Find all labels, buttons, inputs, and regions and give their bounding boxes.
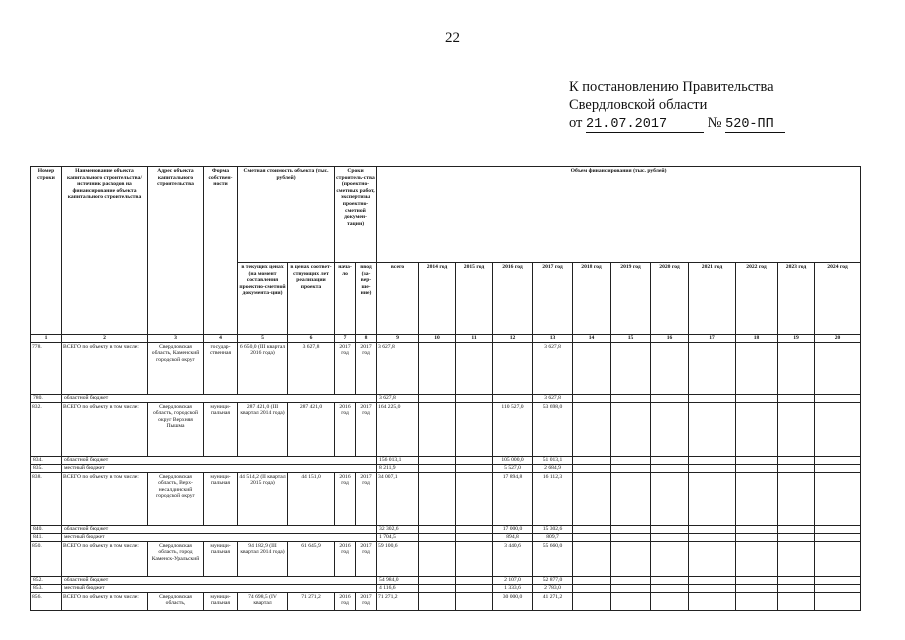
year-2024-cell [815,584,861,592]
year-2021-cell [689,472,736,525]
year-2024-cell [815,402,861,456]
ownership-cell: муници-пальная [204,402,238,456]
object-name-cell: ВСЕГО по объекту в том числе: [62,592,148,610]
row-number-cell: 852. [31,576,62,584]
col-number: 17 [689,335,736,343]
year-2017-cell: 2 783,0 [533,584,573,592]
year-2016-cell: 17 894,8 [493,472,533,525]
year-2016-cell: 5 527,0 [493,464,533,472]
year-2022-cell [736,342,778,394]
year-2018-cell [573,541,611,576]
year-2018-cell [573,525,611,533]
year-2018-cell [573,584,611,592]
header-address: Адрес объекта капитального строительства [148,167,204,335]
cost-current-cell: 94 182,9 (III квартал 2014 года) [238,541,288,576]
year-2020-cell [651,472,689,525]
table-row [31,541,861,576]
year-2023-cell [778,533,815,541]
year-2017-cell: 41 271,2 [533,592,573,610]
budget-source-cell: областной бюджет [62,456,377,464]
year-2020-cell [651,456,689,464]
year-2019-cell [611,342,651,394]
year-2017-cell: 55 660,0 [533,541,573,576]
ownership-cell: муници-пальная [204,472,238,525]
table-subrow [31,525,861,533]
year-2023-cell [778,394,815,402]
end-year-cell: 2017 год [356,402,377,456]
date-prefix: от [569,115,583,131]
header-year: 2016 год [493,263,533,335]
year-2024-cell [815,472,861,525]
total-cell: 156 013,1 [377,456,419,464]
year-2014-cell [419,342,456,394]
year-2015-cell [456,584,493,592]
year-2017-cell: 3 627,8 [533,394,573,402]
year-2022-cell [736,472,778,525]
year-2019-cell [611,402,651,456]
total-cell: 71 271,2 [377,592,419,610]
year-2014-cell [419,592,456,610]
year-2015-cell [456,342,493,394]
header-estimated-cost: Сметная стоимость объекта (тыс. рублей) [238,167,335,263]
end-year-cell: 2017 год [356,592,377,610]
header-cost-prices: в ценах соответ-ствующих лет реализации проекта [288,263,335,335]
header-row-number: Номер строки [31,167,62,335]
total-cell: 4 116,6 [377,584,419,592]
year-2019-cell [611,525,651,533]
year-2017-cell: 51 013,1 [533,456,573,464]
year-2020-cell [651,525,689,533]
year-2019-cell [611,472,651,525]
year-2020-cell [651,584,689,592]
year-2018-cell [573,342,611,394]
year-2016-cell: 110 527,0 [493,402,533,456]
year-2024-cell [815,525,861,533]
year-2021-cell [689,394,736,402]
header-year: 2018 год [573,263,611,335]
table-subrow [31,584,861,592]
year-2014-cell [419,456,456,464]
row-number-cell: 832. [31,402,62,456]
year-2016-cell [493,394,533,402]
year-2018-cell [573,592,611,610]
year-2019-cell [611,576,651,584]
year-2019-cell [611,592,651,610]
year-2020-cell [651,541,689,576]
year-2014-cell [419,464,456,472]
object-name-cell: ВСЕГО по объекту в том числе: [62,541,148,576]
budget-source-cell: местный бюджет [62,584,377,592]
col-number: 12 [493,335,533,343]
table-body [31,342,861,610]
header-construction-terms: Сроки строитель-ства (проектно-сметных работ, экспертизы проектно-сметной докумен-тации) [335,167,377,263]
col-number: 8 [356,335,377,343]
header-year: 2023 год [778,263,815,335]
object-name-cell: ВСЕГО по объекту в том числе: [62,342,148,394]
year-2020-cell [651,402,689,456]
year-2020-cell [651,533,689,541]
row-number-cell: 834. [31,456,62,464]
year-2023-cell [778,456,815,464]
number-prefix: № [707,115,722,131]
document-header [569,78,785,133]
header-year: 2014 год [419,263,456,335]
year-2024-cell [815,456,861,464]
col-number: 9 [377,335,419,343]
row-number-cell: 780. [31,394,62,402]
year-2019-cell [611,464,651,472]
financing-table-wrapper [30,166,860,611]
address-cell: Свердловская область, [148,592,204,610]
start-year-cell: 2016 год [335,592,356,610]
cost-current-cell: 44 514,2 (II квартал 2015 года) [238,472,288,525]
year-2021-cell [689,541,736,576]
cost-prices-cell: 44 151,0 [288,472,335,525]
year-2016-cell [493,342,533,394]
year-2022-cell [736,541,778,576]
budget-source-cell: областной бюджет [62,576,377,584]
year-2022-cell [736,402,778,456]
year-2024-cell [815,592,861,610]
year-2015-cell [456,394,493,402]
header-line-2: Свердловской области [569,97,708,113]
address-cell: Свердловская область, городской округ Верхняя Пышма [148,402,204,456]
table-subrow [31,576,861,584]
end-year-cell: 2017 год [356,472,377,525]
col-number: 16 [651,335,689,343]
year-2018-cell [573,576,611,584]
header-cost-current: в текущих ценах (на момент составления проектно-сметной документа-ции) [238,263,288,335]
year-2024-cell [815,541,861,576]
table-row [31,342,861,394]
year-2015-cell [456,525,493,533]
cost-current-cell: 6 650,0 (III квартал 2016 года) [238,342,288,394]
year-2016-cell: 1 333,6 [493,584,533,592]
object-name-cell: ВСЕГО по объекту в том числе: [62,402,148,456]
year-2023-cell [778,464,815,472]
row-number-cell: 856. [31,592,62,610]
total-cell: 164 225,0 [377,402,419,456]
year-2023-cell [778,472,815,525]
year-2020-cell [651,464,689,472]
year-2024-cell [815,576,861,584]
year-2014-cell [419,541,456,576]
year-2022-cell [736,592,778,610]
year-2016-cell: 30 000,0 [493,592,533,610]
year-2022-cell [736,394,778,402]
col-number: 11 [456,335,493,343]
year-2018-cell [573,394,611,402]
year-2015-cell [456,533,493,541]
table-row [31,592,861,610]
year-2020-cell [651,576,689,584]
year-2020-cell [651,342,689,394]
year-2021-cell [689,342,736,394]
header-year: 2015 год [456,263,493,335]
col-number: 5 [238,335,288,343]
year-2017-cell: 2 684,9 [533,464,573,472]
col-number: 10 [419,335,456,343]
year-2021-cell [689,592,736,610]
address-cell: Свердловская область, Каменский городской округ [148,342,204,394]
year-2021-cell [689,525,736,533]
year-2024-cell [815,394,861,402]
year-2017-cell: 3 627,8 [533,342,573,394]
year-2019-cell [611,584,651,592]
year-2014-cell [419,576,456,584]
header-ownership: Форма собствен-ности [204,167,238,335]
total-cell: 3 627,8 [377,394,419,402]
year-2019-cell [611,541,651,576]
object-name-cell: ВСЕГО по объекту в том числе: [62,472,148,525]
row-number-cell: 840. [31,525,62,533]
year-2016-cell: 3 440,6 [493,541,533,576]
col-number: 3 [148,335,204,343]
year-2015-cell [456,472,493,525]
col-number: 14 [573,335,611,343]
row-number-cell: 841. [31,533,62,541]
year-2019-cell [611,533,651,541]
col-number: 7 [335,335,356,343]
resolution-date: 21.07.2017 [586,117,704,133]
year-2024-cell [815,342,861,394]
year-2022-cell [736,525,778,533]
row-number-cell: 850. [31,541,62,576]
total-cell: 32 302,6 [377,525,419,533]
header-year: 2017 год [533,263,573,335]
year-2020-cell [651,394,689,402]
year-2015-cell [456,456,493,464]
total-cell: 34 007,1 [377,472,419,525]
header-year: 2019 год [611,263,651,335]
year-2017-cell: 52 877,0 [533,576,573,584]
year-2023-cell [778,541,815,576]
year-2018-cell [573,402,611,456]
year-2021-cell [689,576,736,584]
cost-current-cell: 287 421,0 (III квартал 2014 года) [238,402,288,456]
total-cell: 3 627,8 [377,342,419,394]
year-2017-cell: 809,7 [533,533,573,541]
year-2018-cell [573,456,611,464]
budget-source-cell: областной бюджет [62,394,377,402]
start-year-cell: 2016 год [335,402,356,456]
ownership-cell: муници-пальная [204,541,238,576]
col-number: 6 [288,335,335,343]
column-number-row [31,335,861,343]
resolution-number: 520-ПП [725,117,785,133]
total-cell: 54 984,0 [377,576,419,584]
year-2016-cell: 17 000,0 [493,525,533,533]
cost-current-cell: 74 698,5 (IV квартал [238,592,288,610]
year-2024-cell [815,533,861,541]
year-2021-cell [689,464,736,472]
year-2015-cell [456,541,493,576]
year-2014-cell [419,533,456,541]
start-year-cell: 2017 год [335,342,356,394]
row-number-cell: 778. [31,342,62,394]
year-2022-cell [736,584,778,592]
total-cell: 59 100,6 [377,541,419,576]
row-number-cell: 838. [31,472,62,525]
year-2023-cell [778,342,815,394]
year-2014-cell [419,402,456,456]
row-number-cell: 835. [31,464,62,472]
ownership-cell: муници-пальная [204,592,238,610]
year-2023-cell [778,584,815,592]
financing-table [30,166,861,611]
header-total: всего [377,263,419,335]
col-number: 15 [611,335,651,343]
address-cell: Свердловская область, Верх-несалдинский городской округ [148,472,204,525]
year-2014-cell [419,525,456,533]
year-2022-cell [736,464,778,472]
year-2018-cell [573,533,611,541]
year-2015-cell [456,464,493,472]
budget-source-cell: областной бюджет [62,525,377,533]
budget-source-cell: местный бюджет [62,533,377,541]
col-number: 4 [204,335,238,343]
total-cell: 8 211,9 [377,464,419,472]
year-2021-cell [689,456,736,464]
header-year: 2020 год [651,263,689,335]
year-2015-cell [456,402,493,456]
year-2024-cell [815,464,861,472]
year-2017-cell: 53 698,0 [533,402,573,456]
col-number: 13 [533,335,573,343]
col-number: 19 [778,335,815,343]
year-2022-cell [736,533,778,541]
table-subrow [31,533,861,541]
cost-prices-cell: 61 645,9 [288,541,335,576]
table-row [31,472,861,525]
header-date-line [569,114,785,133]
year-2014-cell [419,584,456,592]
year-2021-cell [689,402,736,456]
header-year: 2021 год [689,263,736,335]
table-subrow [31,464,861,472]
year-2014-cell [419,394,456,402]
cost-prices-cell: 3 627,8 [288,342,335,394]
header-start: нача-ло [335,263,356,335]
year-2016-cell: 105 000,0 [493,456,533,464]
start-year-cell: 2016 год [335,472,356,525]
start-year-cell: 2016 год [335,541,356,576]
header-year: 2024 год [815,263,861,335]
end-year-cell: 2017 год [356,342,377,394]
year-2018-cell [573,464,611,472]
budget-source-cell: местный бюджет [62,464,377,472]
header-object-name: Наименование объекта капитального строительства/ источник расходов на финансирование объекта капитального строительства [62,167,148,335]
page-number: 22 [445,30,460,46]
year-2020-cell [651,592,689,610]
year-2019-cell [611,456,651,464]
year-2015-cell [456,576,493,584]
cost-prices-cell: 287 421,0 [288,402,335,456]
year-2021-cell [689,584,736,592]
header-end: ввод (за-вер-ше-ние) [356,263,377,335]
year-2017-cell: 15 302,6 [533,525,573,533]
end-year-cell: 2017 год [356,541,377,576]
table-row [31,402,861,456]
address-cell: Свердловская область, город Каменск-Уральский [148,541,204,576]
cost-prices-cell: 71 271,2 [288,592,335,610]
col-number: 20 [815,335,861,343]
year-2023-cell [778,576,815,584]
year-2016-cell: 894,8 [493,533,533,541]
row-number-cell: 853. [31,584,62,592]
col-number: 18 [736,335,778,343]
table-subrow [31,394,861,402]
header-line-1: К постановлению Правительства [569,79,774,95]
year-2018-cell [573,472,611,525]
header-year: 2022 год [736,263,778,335]
col-number: 2 [62,335,148,343]
year-2023-cell [778,402,815,456]
year-2021-cell [689,533,736,541]
year-2022-cell [736,576,778,584]
year-2014-cell [419,472,456,525]
year-2023-cell [778,525,815,533]
ownership-cell: государ-ственная [204,342,238,394]
year-2016-cell: 2 107,0 [493,576,533,584]
col-number: 1 [31,335,62,343]
table-subrow [31,456,861,464]
year-2023-cell [778,592,815,610]
total-cell: 1 704,5 [377,533,419,541]
year-2015-cell [456,592,493,610]
year-2019-cell [611,394,651,402]
header-funding-volume: Объем финансирования (тыс. рублей) [377,167,861,263]
year-2017-cell: 16 112,3 [533,472,573,525]
year-2022-cell [736,456,778,464]
